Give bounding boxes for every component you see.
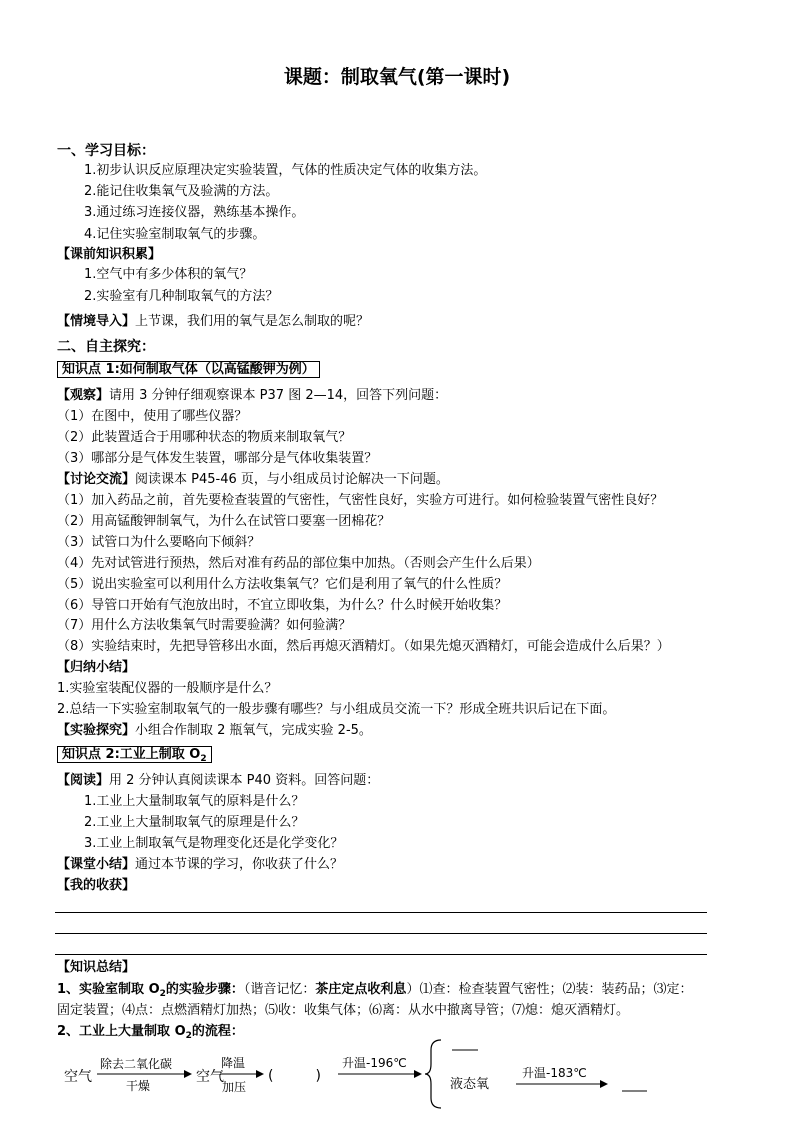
- section-heading-explore: 二、自主探究：: [57, 339, 155, 355]
- answer-line: [55, 912, 707, 913]
- flow-step1-top: 除去二氧化碳: [100, 1057, 173, 1071]
- read-question: 1.工业上大量制取氧气的原料是什么？: [84, 794, 305, 809]
- objective-item: 4.记住实验室制取氧气的步骤。: [84, 227, 266, 242]
- flow-step1-bottom: 干燥: [126, 1079, 151, 1093]
- observe-question: （2）此装置适合于用哪种状态的物质来制取氧气？: [57, 430, 352, 445]
- experiment-line: [57, 722, 372, 740]
- discuss-question: （6）导管口开始有气泡放出时，不宜立即收集，为什么？什么时候开始收集？: [57, 598, 508, 613]
- page-title: 课题：制取氧气(第一课时): [283, 66, 511, 88]
- flow-arrowhead-4: [600, 1080, 608, 1088]
- flow-arrowhead-3: [414, 1070, 422, 1078]
- objective-item: 1.初步认识反应原理决定实验装置，气体的性质决定气体的收集方法。: [84, 163, 487, 178]
- intro-text: 上节课，我们用的氧气是怎么制取的呢？: [135, 314, 370, 329]
- intro-line: [57, 313, 369, 331]
- intro-tag: 【情境导入】: [57, 314, 136, 329]
- pre-knowledge-tag: 【课前知识积累】: [57, 247, 162, 262]
- summary-item: 1.实验室装配仪器的一般顺序是什么？: [57, 681, 278, 696]
- flow-liquid-oxygen: 液态氧: [450, 1077, 490, 1092]
- flow-arrowhead-1: [184, 1070, 192, 1078]
- discuss-question: （2）用高锰酸钾制氧气，为什么在试管口要塞一团棉花？: [57, 514, 391, 529]
- flow-arrowhead-2: [256, 1070, 264, 1078]
- discuss-question: （4）先对试管进行预热，然后对准有药品的部位集中加热。（否则会产生什么后果）: [57, 556, 540, 571]
- industrial-flow-diagram: [0, 1030, 794, 1123]
- experiment-text: 小组合作制取 2 瓶氧气，完成实验 2-5。: [135, 723, 372, 738]
- answer-line: [55, 954, 707, 955]
- discuss-question: （7）用什么方法收集氧气时需要验满？如何验满？: [57, 618, 352, 633]
- flow-step2-top: 降温: [221, 1056, 246, 1070]
- experiment-tag: 【实验探究】: [57, 723, 136, 738]
- knowledge-point-1-title: 知识点 1:如何制取气体（以高锰酸钾为例）: [57, 361, 320, 379]
- discuss-question: （3）试管口为什么要略向下倾斜？: [57, 535, 261, 550]
- section-heading-objectives: 一、学习目标：: [57, 143, 155, 159]
- observe-text: 请用 3 分钟仔细观察课本 P37 图 2—14，回答下列问题：: [109, 388, 448, 403]
- discuss-question: （5）说出实验室可以利用什么方法收集氧气？它们是利用了氧气的什么性质？: [57, 577, 508, 592]
- flow-step4: 升温-183℃: [522, 1066, 587, 1080]
- observe-line: [57, 387, 447, 405]
- knowledge-point-2-title: 知识点 2:工业上制取 $O_2$: [57, 746, 212, 768]
- read-tag: 【阅读】: [57, 773, 110, 788]
- read-text: 用 2 分钟认真阅读课本 P40 资料。回答问题：: [109, 773, 380, 788]
- steps-line: 1、实验室制取 $O_2$的实验步骤：（谐音记忆：茶庄定点收利息）⑴查：检查装置气密性；⑵装：装药品；⑶定：: [57, 982, 693, 999]
- pre-question: 1.空气中有多少体积的氧气？: [84, 267, 253, 282]
- mnemonic: 茶庄定点收利息: [315, 982, 407, 997]
- discuss-text: 阅读课本 P45-46 页，与小组成员讨论解决一下问题。: [135, 472, 449, 487]
- discuss-question: （1）加入药品之前，首先要检查装置的气密性，气密性良好，实验方可进行。如何检验装置气密性良好？: [57, 493, 664, 508]
- class-summary-text: 通过本节课的学习，你收获了什么？: [135, 857, 344, 872]
- summary-item: 2.总结一下实验室制取氧气的一般步骤有哪些？与小组成员交流一下？形成全班共识后记在下面。: [57, 702, 616, 717]
- discuss-question: （8）实验结束时，先把导管移出水面，然后再熄灭酒精灯。（如果先熄灭酒精灯，可能会造成什么后果？）: [57, 639, 670, 654]
- steps-line-continued: 固定装置；⑷点：点燃酒精灯加热；⑸收：收集气体；⑹离：从水中撤离导管；⑺熄：熄灭酒精灯。: [57, 1003, 630, 1018]
- discuss-line: [57, 471, 449, 489]
- flow-brace: [425, 1040, 441, 1108]
- observe-question: （3）哪部分是气体发生装置，哪部分是气体收集装置？: [57, 451, 378, 466]
- knowledge-summary-tag: 【知识总结】: [57, 960, 136, 975]
- pre-question: 2.实验室有几种制取氧气的方法？: [84, 289, 279, 304]
- flow-blank-paren: ( ): [268, 1068, 321, 1084]
- industrial-flow-heading: 2、工业上大量制取 $O_2$的流程：: [57, 1024, 244, 1041]
- flow-air: 空气: [64, 1069, 92, 1085]
- my-gain-tag: 【我的收获】: [57, 878, 136, 893]
- class-summary-line: [57, 856, 343, 874]
- read-question: 3.工业上制取氧气是物理变化还是化学变化？: [84, 836, 344, 851]
- read-line: [57, 772, 379, 790]
- flow-step3: 升温-196℃: [342, 1056, 407, 1070]
- flow-step2-bottom: 加压: [222, 1080, 247, 1094]
- discuss-tag: 【讨论交流】: [57, 472, 136, 487]
- observe-question: （1）在图中，使用了哪些仪器？: [57, 409, 248, 424]
- observe-tag: 【观察】: [57, 388, 110, 403]
- objective-item: 2.能记住收集氧气及验满的方法。: [84, 184, 279, 199]
- summary-tag: 【归纳小结】: [57, 660, 136, 675]
- flow-air-2: 空气: [196, 1069, 224, 1085]
- read-question: 2.工业上大量制取氧气的原理是什么？: [84, 815, 305, 830]
- answer-line: [55, 933, 707, 934]
- class-summary-tag: 【课堂小结】: [57, 857, 136, 872]
- objective-item: 3.通过练习连接仪器，熟练基本操作。: [84, 205, 305, 220]
